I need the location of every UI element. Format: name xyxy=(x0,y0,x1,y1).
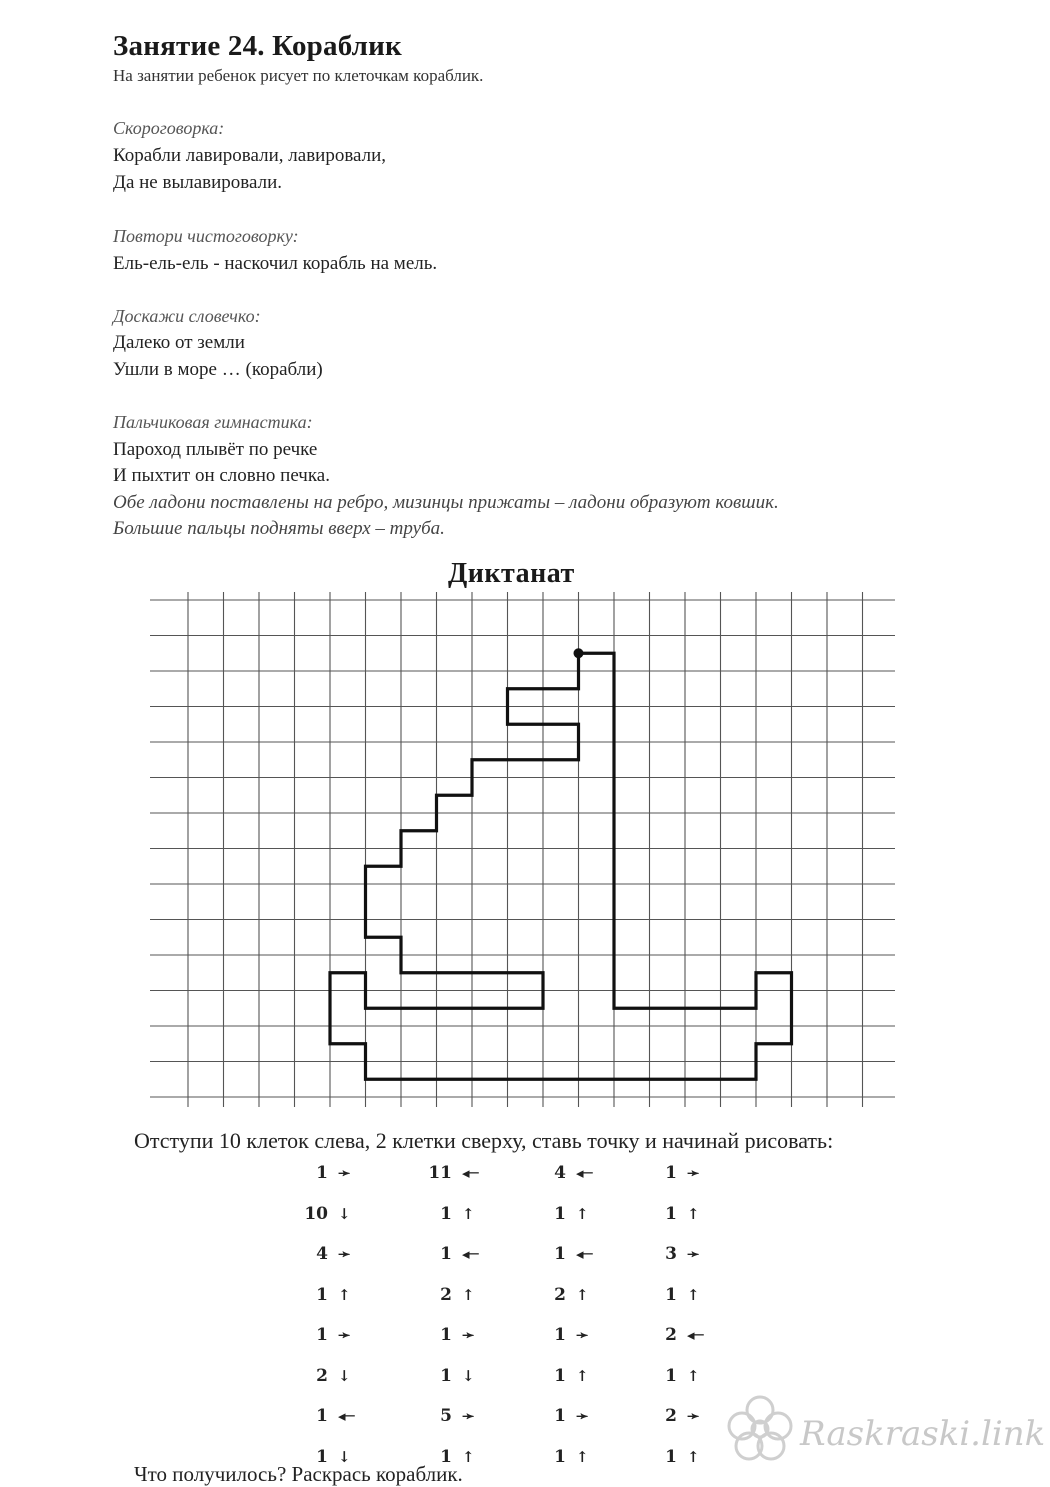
arrow-left-icon: ◂─ xyxy=(576,1164,593,1182)
command-item xyxy=(418,1285,475,1305)
finish-word-line-1: Далеко от земли xyxy=(113,332,245,353)
arrow-up-icon: ↑ xyxy=(687,1447,700,1466)
command-count: 1 xyxy=(665,1284,677,1305)
command-item xyxy=(532,1406,589,1426)
command-item xyxy=(418,1244,479,1264)
command-item xyxy=(643,1204,700,1224)
arrow-up-icon: ↑ xyxy=(687,1366,700,1385)
command-item xyxy=(532,1325,589,1345)
command-item xyxy=(532,1447,589,1467)
arrow-up-icon: ↑ xyxy=(576,1447,589,1466)
command-count: 1 xyxy=(440,1365,452,1386)
grid-lines xyxy=(150,592,895,1107)
tongue-twister-label: Скороговорка: xyxy=(113,118,225,138)
command-count: 2 xyxy=(440,1284,452,1305)
arrow-left-icon: ◂─ xyxy=(462,1245,479,1263)
command-item xyxy=(418,1204,475,1224)
command-item xyxy=(532,1366,589,1386)
dictation-footer: Что получилось? Раскрась кораблик. xyxy=(134,1462,463,1486)
command-count: 2 xyxy=(554,1284,566,1305)
command-item xyxy=(294,1163,351,1183)
arrow-up-icon: ↑ xyxy=(576,1204,589,1223)
command-count: 1 xyxy=(316,1284,328,1305)
command-item xyxy=(294,1325,351,1345)
command-count: 1 xyxy=(440,1446,452,1467)
dictation-heading: Диктанат xyxy=(448,558,575,589)
finish-word-label: Доскажи словечко: xyxy=(113,306,261,326)
command-count: 2 xyxy=(316,1365,328,1386)
arrow-up-icon: ↑ xyxy=(462,1285,475,1304)
command-count: 1 xyxy=(665,1365,677,1386)
command-item xyxy=(418,1406,475,1426)
repeat-line-1: Ель-ель-ель - наскочил корабль на мель. xyxy=(113,253,438,274)
command-item xyxy=(643,1447,700,1467)
command-item xyxy=(532,1163,593,1183)
finger-note-1: Обе ладони поставлены на ребро, мизинцы прижаты – ладони образуют ковшик. xyxy=(113,492,779,513)
arrow-up-icon: ↑ xyxy=(338,1285,351,1304)
finger-line-2: И пыхтит он словно печка. xyxy=(113,465,330,486)
arrow-right-icon: ➛ xyxy=(687,1164,700,1182)
arrow-left-icon: ◂─ xyxy=(462,1164,479,1182)
command-item xyxy=(532,1204,589,1224)
arrow-right-icon: ➛ xyxy=(462,1326,475,1344)
arrow-up-icon: ↑ xyxy=(576,1366,589,1385)
command-count: 2 xyxy=(665,1325,677,1345)
command-item xyxy=(294,1366,351,1386)
arrow-right-icon: ➛ xyxy=(687,1245,700,1263)
command-item xyxy=(418,1325,475,1345)
tongue-twister-line-2: Да не вылавировали. xyxy=(113,172,283,193)
command-count: 1 xyxy=(316,1325,328,1345)
lesson-intro: На занятии ребенок рисует по клеточкам кораблик. xyxy=(113,66,484,85)
command-count: 1 xyxy=(554,1446,566,1467)
command-count: 1 xyxy=(665,1203,677,1224)
arrow-down-icon: ↓ xyxy=(338,1204,351,1223)
arrow-up-icon: ↑ xyxy=(462,1447,475,1466)
command-item xyxy=(418,1163,479,1183)
command-count: 10 xyxy=(304,1203,328,1224)
arrow-left-icon: ◂─ xyxy=(687,1326,704,1344)
command-item xyxy=(294,1204,351,1224)
command-count: 5 xyxy=(440,1406,452,1426)
command-count: 1 xyxy=(554,1406,566,1426)
arrow-right-icon: ➛ xyxy=(576,1326,589,1344)
arrow-left-icon: ◂─ xyxy=(338,1407,355,1425)
arrow-right-icon: ➛ xyxy=(687,1407,700,1425)
command-count: 1 xyxy=(316,1406,328,1426)
command-item xyxy=(643,1406,700,1426)
finger-note-2: Большие пальцы подняты вверх – труба. xyxy=(113,518,445,539)
command-item xyxy=(294,1406,355,1426)
arrow-down-icon: ↓ xyxy=(462,1366,475,1385)
arrow-left-icon: ◂─ xyxy=(576,1245,593,1263)
command-count: 1 xyxy=(554,1325,566,1345)
ship-outline xyxy=(330,653,792,1079)
command-count: 4 xyxy=(316,1244,328,1264)
arrow-up-icon: ↑ xyxy=(576,1285,589,1304)
command-item xyxy=(418,1366,475,1386)
command-count: 1 xyxy=(554,1365,566,1386)
finger-line-1: Пароход плывёт по речке xyxy=(113,439,318,460)
command-count: 1 xyxy=(440,1203,452,1224)
dictation-grid xyxy=(150,592,895,1127)
flower-icon xyxy=(720,1388,800,1468)
command-item xyxy=(532,1244,593,1264)
repeat-label: Повтори чистоговорку: xyxy=(113,226,299,246)
command-count: 4 xyxy=(554,1163,566,1183)
finish-word-line-2: Ушли в море … (корабли) xyxy=(113,359,323,380)
command-count: 3 xyxy=(665,1244,677,1264)
finger-label: Пальчиковая гимнастика: xyxy=(113,412,313,432)
command-count: 1 xyxy=(316,1163,328,1183)
command-count: 2 xyxy=(665,1406,677,1426)
arrow-right-icon: ➛ xyxy=(462,1407,475,1425)
command-count: 11 xyxy=(428,1163,452,1183)
arrow-down-icon: ↓ xyxy=(338,1447,351,1466)
command-item xyxy=(294,1285,351,1305)
command-count: 1 xyxy=(440,1325,452,1345)
start-point xyxy=(574,648,584,658)
command-count: 1 xyxy=(554,1244,566,1264)
command-count: 1 xyxy=(440,1244,452,1264)
lesson-title: Занятие 24. Кораблик xyxy=(113,30,402,62)
command-item xyxy=(643,1366,700,1386)
dictation-instruction: Отступи 10 клеток слева, 2 клетки сверху, ставь точку и начинай рисовать: xyxy=(134,1128,834,1153)
command-item xyxy=(643,1325,704,1345)
command-item xyxy=(643,1244,700,1264)
command-item xyxy=(294,1244,351,1264)
watermark-text: Raskraski.link xyxy=(800,1414,1046,1454)
arrow-down-icon: ↓ xyxy=(338,1366,351,1385)
arrow-up-icon: ↑ xyxy=(687,1285,700,1304)
command-count: 1 xyxy=(316,1446,328,1467)
tongue-twister-line-1: Корабли лавировали, лавировали, xyxy=(113,145,387,166)
command-item xyxy=(643,1163,700,1183)
arrow-up-icon: ↑ xyxy=(687,1204,700,1223)
arrow-right-icon: ➛ xyxy=(576,1407,589,1425)
arrow-up-icon: ↑ xyxy=(462,1204,475,1223)
command-count: 1 xyxy=(665,1446,677,1467)
command-count: 1 xyxy=(554,1203,566,1224)
command-item xyxy=(643,1285,700,1305)
command-item xyxy=(532,1285,589,1305)
arrow-right-icon: ➛ xyxy=(338,1326,351,1344)
arrow-right-icon: ➛ xyxy=(338,1245,351,1263)
arrow-right-icon: ➛ xyxy=(338,1164,351,1182)
command-count: 1 xyxy=(665,1163,677,1183)
